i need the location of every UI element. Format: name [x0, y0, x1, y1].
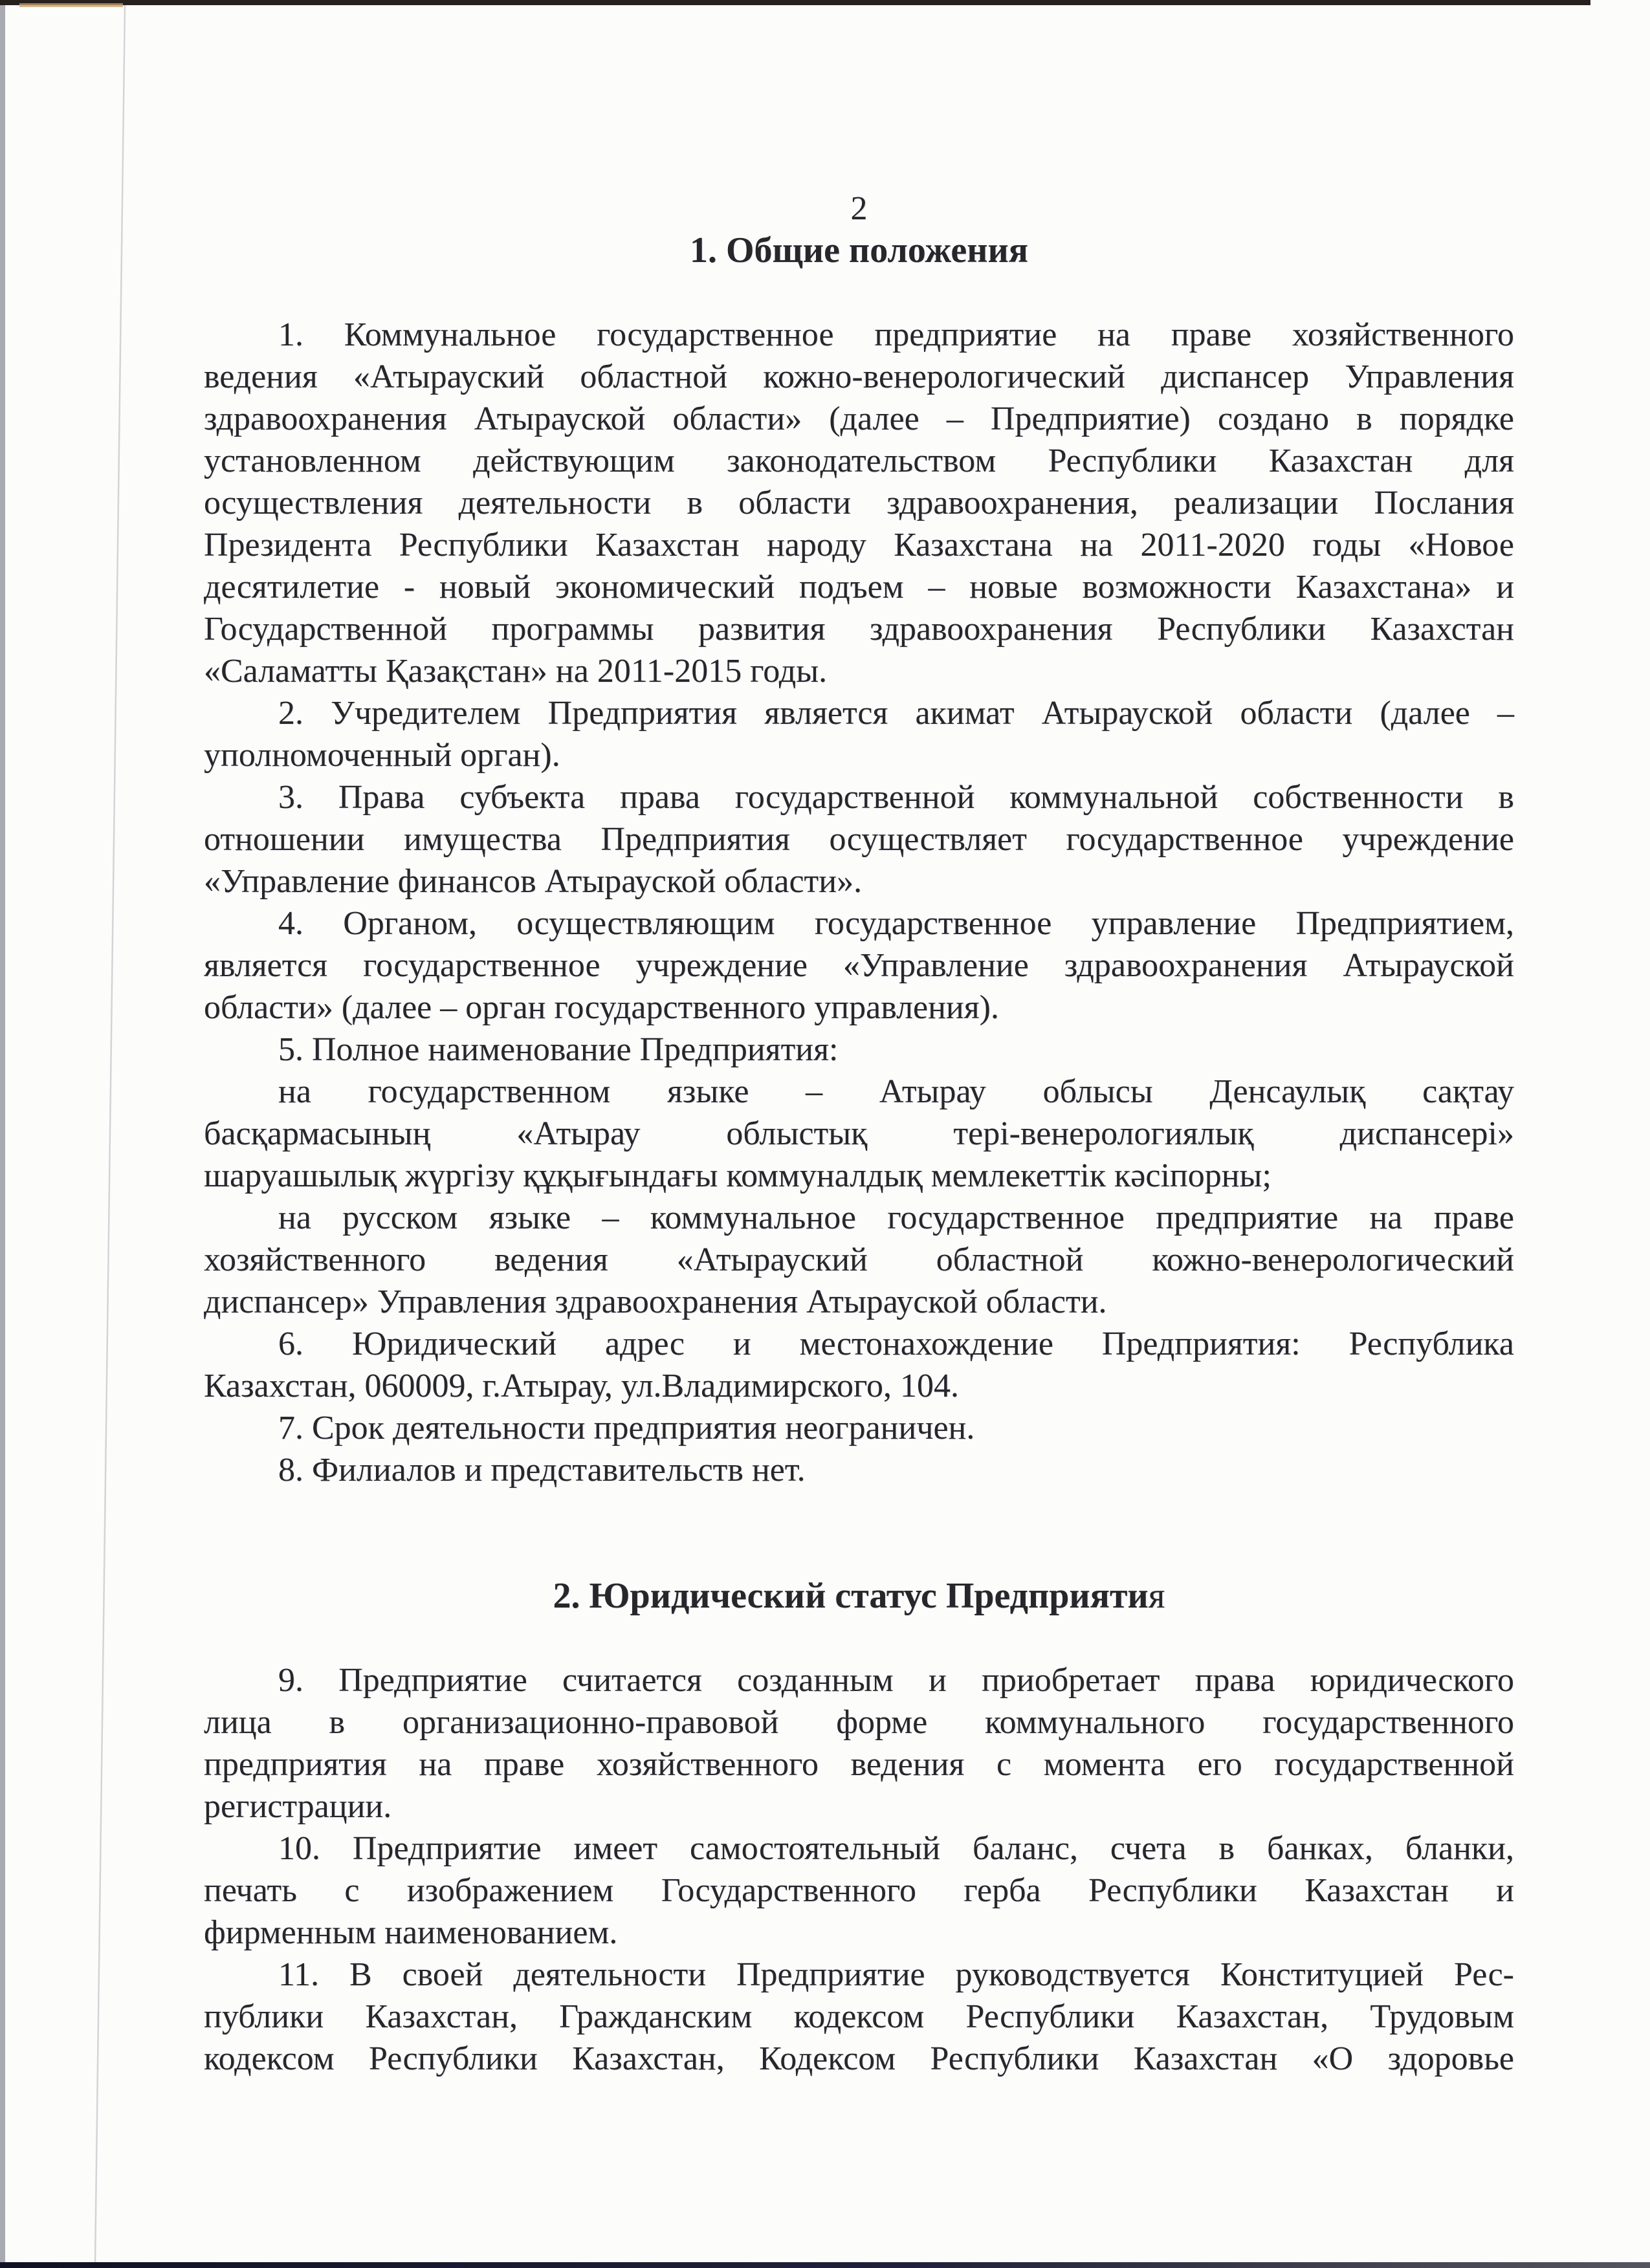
text-line: Президента Республики Казахстан народу Казахстана на 2011-2020 годы «Новое — [204, 527, 1514, 563]
page-number: 2 — [850, 190, 868, 227]
scan-top-edge — [0, 0, 1590, 5]
paragraph — [204, 1071, 1514, 1197]
section-heading-text: 2. Юридический статус Предприяти — [553, 1576, 1149, 1616]
text-line: хозяйственного ведения «Атырауский областной кожно-венерологический — [204, 1241, 1514, 1278]
text-line: десятилетие - новый экономический подъем – новые возможности Казахстана» и — [204, 569, 1514, 605]
section-heading-suffix: я — [1148, 1576, 1165, 1616]
section-heading — [204, 230, 1514, 272]
text-line: Казахстан, 060009, г.Атырау, ул.Владимирского, 104. — [204, 1368, 960, 1404]
text-line: отношении имущества Предприятия осуществляет государственное учреждение — [204, 821, 1514, 858]
text-line: здравоохранения Атырауской области» (далее – Предприятие) создано в порядке — [204, 400, 1514, 437]
text-line: диспансер» Управления здравоохранения Атырауской области. — [204, 1283, 1107, 1320]
paragraph — [204, 776, 1514, 902]
paragraph — [204, 692, 1514, 776]
scan-corner-artifact — [19, 3, 123, 7]
text-line: «Управление финансов Атырауской области». — [204, 863, 863, 900]
text-line: уполномоченный орган). — [204, 737, 560, 774]
text-line: предприятия на праве хозяйственного ведения с момента его государственной — [204, 1746, 1514, 1783]
text-line: ведения «Атырауский областной кожно-венерологический диспансер Управления — [204, 358, 1514, 395]
section-heading-text: 1. Общие положения — [689, 230, 1029, 270]
text-line: кодексом Республики Казахстан, Кодексом Республики Казахстан «О здоровье — [204, 2040, 1514, 2077]
paragraph — [204, 1449, 1514, 1491]
text-line: лица в организационно-правовой форме коммунального государственного — [204, 1704, 1514, 1741]
text-line: басқармасының «Атырау облыстық тері-венерологиялық диспансері» — [204, 1115, 1514, 1152]
text-line: 8. Филиалов и представительств нет. — [278, 1452, 806, 1488]
paragraph — [204, 1029, 1514, 1071]
text-line: печать с изображением Государственного герба Республики Казахстан и — [204, 1872, 1514, 1909]
text-line: фирменным наименованием. — [204, 1914, 618, 1951]
scan-bottom-edge — [0, 2262, 1650, 2268]
text-line: 2. Учредителем Предприятия является акимат Атырауской области (далее – — [278, 695, 1514, 732]
paragraph — [204, 1659, 1514, 1827]
text-line: 10. Предприятие имеет самостоятельный баланс, счета в банках, бланки, — [278, 1830, 1514, 1867]
text-line: является государственное учреждение «Управление здравоохранения Атырауской — [204, 947, 1514, 984]
paragraph — [204, 314, 1514, 692]
scan-left-edge — [0, 0, 5, 2268]
text-line: на русском языке – коммунальное государственное предприятие на праве — [278, 1199, 1514, 1236]
text-line: шаруашылық жүргізу құқығындағы коммуналдық мемлекеттік кәсіпорны; — [204, 1157, 1271, 1194]
text-line: «Саламатты Қазақстан» на 2011-2015 годы. — [204, 653, 828, 690]
text-line: 9. Предприятие считается созданным и приобретает права юридического — [278, 1662, 1514, 1699]
paragraph — [204, 1407, 1514, 1449]
text-line: 1. Коммунальное государственное предприятие на праве хозяйственного — [278, 316, 1514, 353]
text-line: осуществления деятельности в области здравоохранения, реализации Послания — [204, 485, 1514, 521]
text-line: 7. Срок деятельности предприятия неограничен. — [278, 1410, 975, 1446]
text-line: на государственном языке – Атырау облысы Денсаулық сақтау — [278, 1073, 1514, 1110]
document-text-block — [204, 188, 1514, 2080]
text-line: области» (далее – орган государственного управления). — [204, 989, 999, 1026]
text-line: 5. Полное наименование Предприятия: — [278, 1031, 839, 1068]
section-heading — [204, 1575, 1514, 1617]
text-line: 11. В своей деятельности Предприятие руководствуется Конституцией Рес- — [278, 1956, 1514, 1993]
text-line: установленном действующим законодательством Республики Казахстан для — [204, 442, 1514, 479]
paragraph — [204, 1197, 1514, 1323]
text-line: 4. Органом, осуществляющим государственное управление Предприятием, — [278, 905, 1514, 942]
paragraph — [204, 1827, 1514, 1954]
paragraph — [204, 902, 1514, 1029]
text-line: 3. Права субъекта права государственной коммунальной собственности в — [278, 779, 1514, 816]
text-line: регистрации. — [204, 1788, 392, 1825]
text-line: 6. Юридический адрес и местонахождение Предприятия: Республика — [278, 1325, 1514, 1362]
text-line: Государственной программы развития здравоохранения Республики Казахстан — [204, 611, 1514, 648]
text-line: публики Казахстан, Гражданским кодексом Республики Казахстан, Трудовым — [204, 1998, 1514, 2035]
paragraph — [204, 1323, 1514, 1407]
paragraph — [204, 1954, 1514, 2080]
